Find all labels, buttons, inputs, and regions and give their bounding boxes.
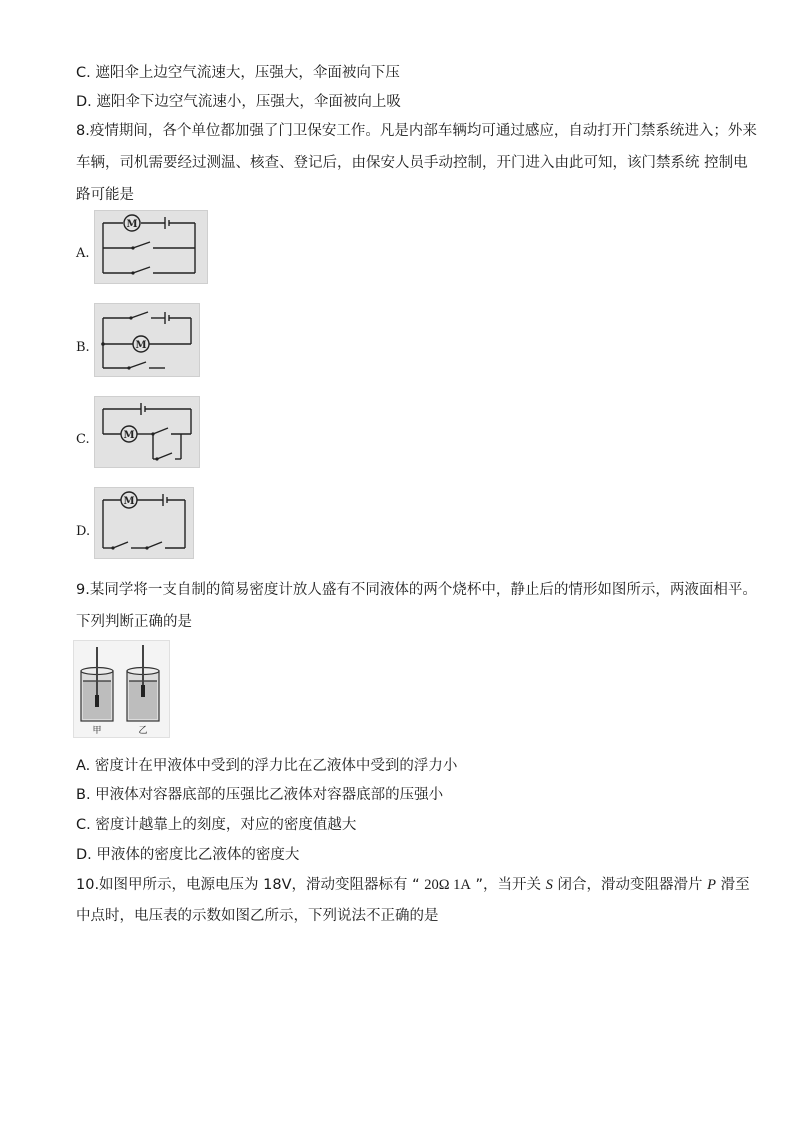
q10-text-b: ”，当开关 bbox=[470, 877, 546, 893]
q10-stem-line-2: 中点时，电压表的示数如图乙所示，下列说法不正确的是 bbox=[76, 908, 439, 924]
beaker-label-yi: 乙 bbox=[138, 726, 148, 736]
q8-option-a-label: A. bbox=[76, 246, 90, 261]
q9-stem-line-1: 9.某同学将一支自制的简易密度计放人盛有不同液体的两个烧杯中，静止后的情形如图所示，两液面相平。 bbox=[76, 582, 757, 598]
q8-option-c-label: C. bbox=[76, 432, 90, 447]
q9-beakers-figure bbox=[73, 640, 170, 738]
motor-label-d: M bbox=[123, 496, 135, 507]
q8-circuit-a bbox=[94, 210, 208, 284]
q8-stem-line-1: 8.疫情期间，各个单位都加强了门卫保安工作。凡是内部车辆均可通过感应，自动打开门禁系统进入；外来 bbox=[76, 123, 757, 139]
q9-option-d: D. 甲液体的密度比乙液体的密度大 bbox=[76, 847, 300, 863]
q7-option-c: C. 遮阳伞上边空气流速大，压强大，伞面被向下压 bbox=[76, 65, 400, 81]
q9-option-b: B. 甲液体对容器底部的压强比乙液体对容器底部的压强小 bbox=[76, 787, 444, 803]
q8-stem-line-2: 车辆，司机需要经过测温、核查、登记后，由保安人员手动控制，开门进入由此可知，该门禁系统 控制电 bbox=[76, 155, 748, 171]
q10-slider-symbol: P bbox=[707, 877, 716, 893]
q8-stem-line-3: 路可能是 bbox=[76, 187, 134, 203]
q10-switch-symbol: S bbox=[545, 877, 553, 893]
q8-circuit-d bbox=[94, 487, 194, 559]
q8-option-b-label: B. bbox=[76, 340, 90, 355]
motor-label-a: M bbox=[126, 219, 138, 230]
q8-circuit-b bbox=[94, 303, 200, 377]
q10-text-a: 10.如图甲所示，电源电压为 18V，滑动变阻器标有 “ bbox=[76, 877, 425, 893]
q8-circuit-c bbox=[94, 396, 200, 468]
beaker-label-jia: 甲 bbox=[92, 726, 102, 736]
q10-text-d: 滑至 bbox=[715, 877, 750, 893]
q7-option-d: D. 遮阳伞下边空气流速小，压强大，伞面被向上吸 bbox=[76, 94, 401, 110]
q9-option-c: C. 密度计越靠上的刻度，对应的密度值越大 bbox=[76, 817, 357, 833]
motor-label-c: M bbox=[123, 430, 135, 441]
q10-stem-line-1 bbox=[76, 875, 750, 895]
motor-label-b: M bbox=[135, 340, 147, 351]
q8-option-d-label: D. bbox=[76, 524, 91, 539]
q9-stem-line-2: 下列判断正确的是 bbox=[76, 614, 192, 630]
q10-text-c: 闭合，滑动变阻器滑片 bbox=[552, 877, 708, 893]
q9-option-a: A. 密度计在甲液体中受到的浮力比在乙液体中受到的浮力小 bbox=[76, 758, 458, 774]
q10-rating: 20Ω 1A bbox=[424, 877, 471, 893]
